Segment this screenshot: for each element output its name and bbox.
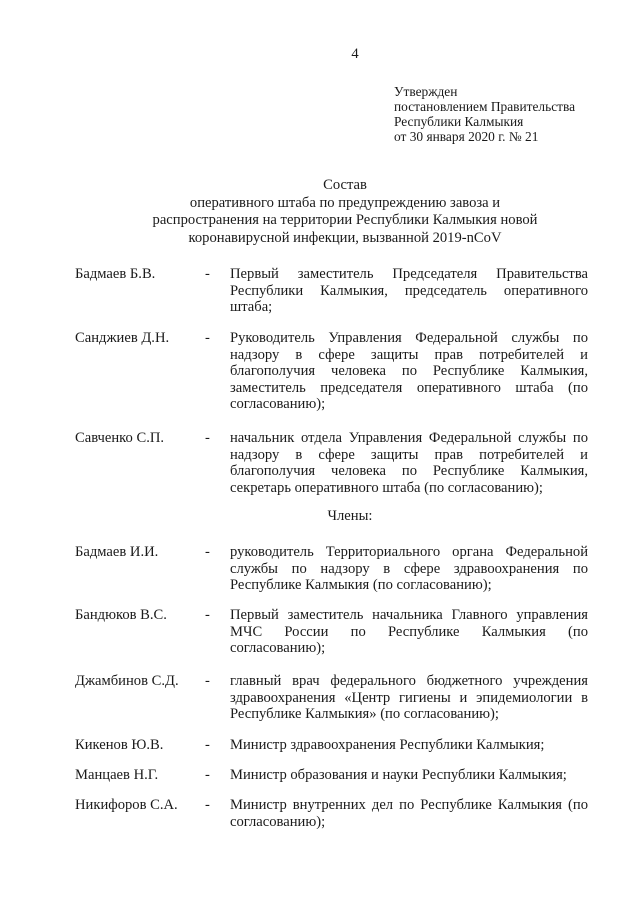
approval-line: от 30 января 2020 г. № 21	[394, 129, 539, 144]
dash: -	[205, 767, 210, 783]
member-role: главный врач федерального бюджетного учреждения здравоохранения «Центр гигиены и эпидемиологии в Республике Калмыкия» (по согласованию);	[230, 673, 588, 723]
document-title: Состав	[323, 177, 367, 193]
member-name: Бадмаев И.И.	[75, 544, 159, 560]
dash: -	[205, 673, 210, 689]
person-name: Санджиев Д.Н.	[75, 330, 170, 346]
dash: -	[205, 430, 210, 446]
person-name: Савченко С.П.	[75, 430, 165, 446]
member-role: руководитель Территориального органа Федеральной службы по надзору в сфере здравоохранения по Республике Калмыкия (по согласованию);	[230, 544, 588, 594]
approval-line: Республики Калмыкия	[394, 114, 524, 129]
document-heading	[130, 177, 560, 247]
member-role: Министр внутренних дел по Республике Калмыкия (по согласованию);	[230, 797, 588, 830]
member-role: Министр образования и науки Республики Калмыкия;	[230, 767, 567, 783]
person-role: Руководитель Управления Федеральной службы по надзору в сфере защиты прав потребителей и благополучия человека по Республике Калмыкия, заместитель председателя оперативного штаба (по согласованию);	[230, 330, 588, 413]
heading-line: коронавирусной инфекции, вызванной 2019-nCoV	[188, 229, 502, 246]
person-role: начальник отдела Управления Федеральной службы по надзору в сфере защиты прав потребителей и благополучия человека по Республике Калмыкия, секретарь оперативного штаба (по согласованию);	[230, 430, 588, 496]
dash: -	[205, 737, 210, 753]
heading-line: распространения на территории Республики Калмыкия новой	[152, 212, 538, 228]
page-number: 4	[351, 46, 359, 62]
members-title: Члены:	[327, 508, 373, 524]
person-role: Первый заместитель Председателя Правительства Республики Калмыкия, председатель оперативного штаба;	[230, 266, 588, 316]
dash: -	[205, 544, 210, 560]
member-name: Бандюков В.С.	[75, 607, 167, 623]
dash: -	[205, 266, 210, 282]
person-name: Бадмаев Б.В.	[75, 266, 156, 282]
member-name: Кикенов Ю.В.	[75, 737, 164, 753]
approval-line: постановлением Правительства	[394, 99, 576, 114]
approval-line: Утвержден	[394, 84, 458, 99]
dash: -	[205, 797, 210, 813]
member-name: Джамбинов С.Д.	[75, 673, 179, 689]
member-role: Первый заместитель начальника Главного управления МЧС России по Республике Калмыкия (по согласованию);	[230, 607, 588, 657]
member-name: Манцаев Н.Г.	[75, 767, 159, 783]
member-name: Никифоров С.А.	[75, 797, 178, 813]
heading-line: оперативного штаба по предупреждению завоза и	[189, 194, 501, 211]
member-role: Министр здравоохранения Республики Калмыкия;	[230, 737, 545, 753]
approval-stamp	[394, 84, 575, 144]
dash: -	[205, 607, 210, 623]
dash: -	[205, 330, 210, 346]
